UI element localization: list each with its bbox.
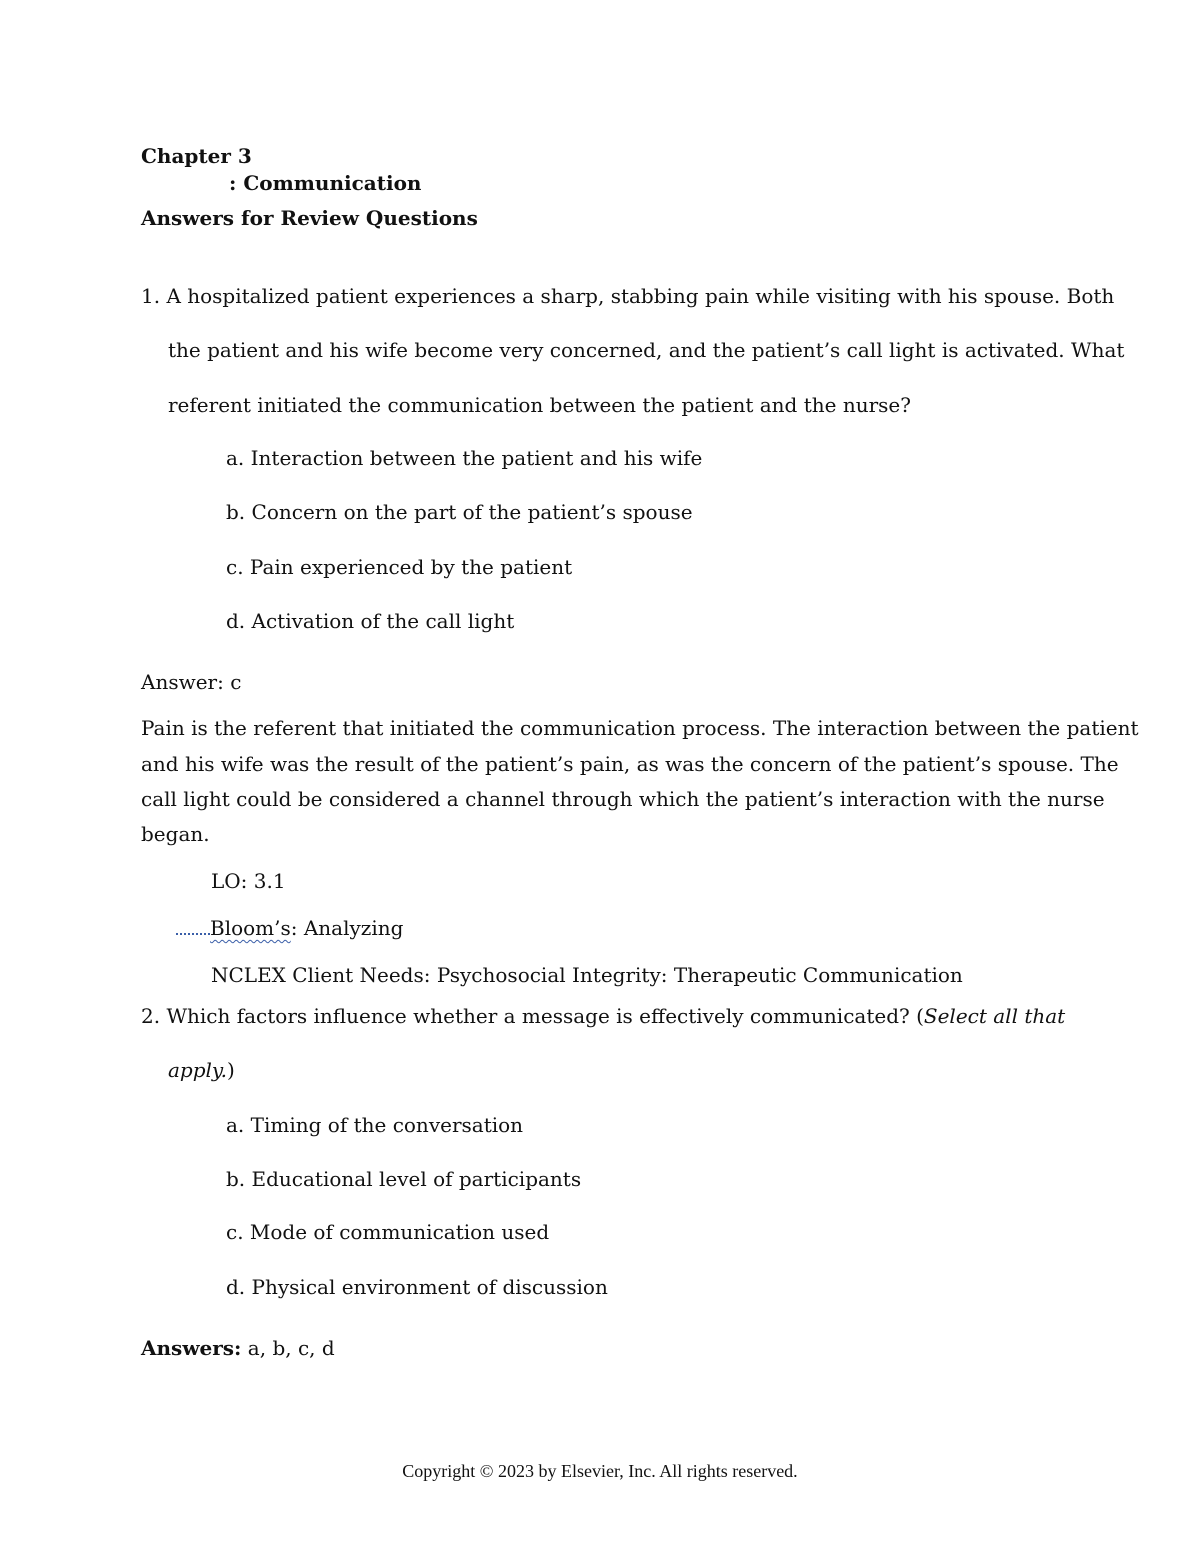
blooms-line — [176, 916, 403, 940]
question-1-line-3: referent initiated the communication between the patient and the nurse? — [168, 393, 911, 417]
question-1-option-a: a. Interaction between the patient and his wife — [226, 446, 703, 470]
nclex-line: NCLEX Client Needs: Psychosocial Integrity: Therapeutic Communication — [211, 963, 963, 987]
question-2-line-2 — [168, 1058, 235, 1082]
question-1-answer: Answer: c — [141, 670, 242, 694]
question-2-instruction-end: apply. — [168, 1058, 227, 1082]
blooms-value: : Analyzing — [290, 916, 404, 940]
question-1-option-d: d. Activation of the call light — [226, 609, 515, 633]
chapter-title: Chapter 3 — [141, 144, 252, 168]
question-2-option-b: b. Educational level of participants — [226, 1167, 582, 1191]
copyright-footer: Copyright © 2023 by Elsevier, Inc. All rights reserved. — [402, 1461, 798, 1481]
question-2-instruction: Select all that — [923, 1004, 1066, 1028]
learning-objective: LO: 3.1 — [211, 869, 286, 893]
question-2-close-paren: ) — [226, 1058, 235, 1082]
question-2-option-d: d. Physical environment of discussion — [226, 1275, 608, 1299]
question-1-option-c: c. Pain experienced by the patient — [226, 555, 573, 579]
spellcheck-squiggle — [176, 919, 210, 935]
question-2-answer — [141, 1336, 335, 1360]
chapter-subtitle: : Communication — [229, 171, 422, 195]
rationale-line-1: Pain is the referent that initiated the communication process. The interaction between the patient — [141, 716, 1139, 740]
question-1-option-b: b. Concern on the part of the patient’s spouse — [226, 500, 693, 524]
rationale-line-4: began. — [141, 822, 210, 846]
question-2-option-a: a. Timing of the conversation — [226, 1113, 524, 1137]
question-1-line-1: 1. A hospitalized patient experiences a sharp, stabbing pain while visiting with his spouse. Both — [141, 284, 1115, 308]
question-2-line-1 — [141, 1004, 1065, 1028]
question-2-answer-value: a, b, c, d — [241, 1336, 335, 1360]
rationale-line-2: and his wife was the result of the patient’s pain, as was the concern of the patient’s spouse. The — [141, 752, 1119, 776]
section-title: Answers for Review Questions — [141, 206, 478, 230]
question-2-answer-label: Answers: — [141, 1336, 242, 1360]
question-1-line-2: the patient and his wife become very concerned, and the patient’s call light is activated. What — [168, 338, 1125, 362]
question-2-text: 2. Which factors influence whether a message is effectively communicated? ( — [141, 1004, 924, 1028]
question-2-option-c: c. Mode of communication used — [226, 1220, 550, 1244]
blooms-label: Bloom’s — [210, 916, 291, 940]
rationale-line-3: call light could be considered a channel through which the patient’s interaction with the nurse — [141, 787, 1105, 811]
